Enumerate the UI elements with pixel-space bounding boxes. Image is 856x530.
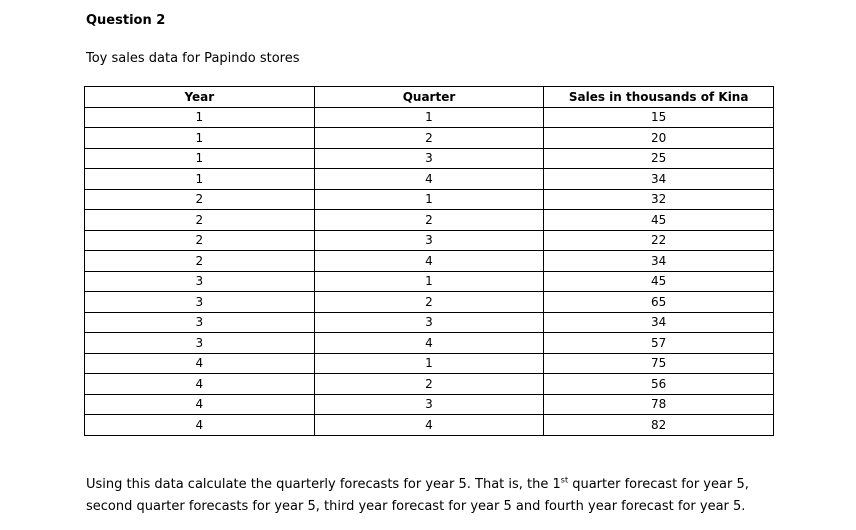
table-header	[85, 87, 774, 108]
cell-sales: 45	[544, 271, 774, 292]
table-row	[85, 107, 774, 128]
cell-year: 2	[85, 251, 315, 272]
instructions-text-3: second quarter forecasts for year 5, third year forecast for year 5 and fourth year forecast for year 5.	[86, 499, 746, 514]
cell-year: 1	[85, 128, 315, 149]
question-title: Question 2	[86, 13, 166, 28]
header-year: Year	[85, 87, 315, 108]
cell-sales: 34	[544, 169, 774, 190]
table-row	[85, 251, 774, 272]
cell-sales: 75	[544, 353, 774, 374]
table-caption: Toy sales data for Papindo stores	[86, 51, 300, 66]
cell-sales: 22	[544, 230, 774, 251]
cell-quarter: 3	[314, 312, 544, 333]
table-row	[85, 333, 774, 354]
cell-quarter: 1	[314, 189, 544, 210]
table-row	[85, 128, 774, 149]
cell-quarter: 3	[314, 394, 544, 415]
sales-table	[84, 86, 774, 436]
cell-year: 4	[85, 415, 315, 436]
cell-year: 2	[85, 210, 315, 231]
cell-quarter: 2	[314, 374, 544, 395]
cell-sales: 20	[544, 128, 774, 149]
instructions-superscript: st	[560, 475, 569, 485]
header-sales: Sales in thousands of Kina	[544, 87, 774, 108]
header-row	[85, 87, 774, 108]
cell-quarter: 3	[314, 230, 544, 251]
cell-quarter: 4	[314, 333, 544, 354]
cell-quarter: 1	[314, 353, 544, 374]
table-row	[85, 312, 774, 333]
cell-sales: 82	[544, 415, 774, 436]
cell-sales: 34	[544, 312, 774, 333]
table-row	[85, 189, 774, 210]
cell-quarter: 2	[314, 210, 544, 231]
cell-sales: 15	[544, 107, 774, 128]
cell-sales: 32	[544, 189, 774, 210]
cell-quarter: 2	[314, 128, 544, 149]
table-row	[85, 210, 774, 231]
cell-quarter: 2	[314, 292, 544, 313]
cell-year: 2	[85, 189, 315, 210]
table-row	[85, 271, 774, 292]
table-row	[85, 353, 774, 374]
cell-year: 2	[85, 230, 315, 251]
instructions-text-1: Using this data calculate the quarterly forecasts for year 5. That is, the 1	[86, 477, 561, 492]
table-row	[85, 415, 774, 436]
cell-quarter: 1	[314, 271, 544, 292]
cell-year: 1	[85, 148, 315, 169]
cell-year: 1	[85, 107, 315, 128]
cell-sales: 45	[544, 210, 774, 231]
cell-sales: 25	[544, 148, 774, 169]
table-row	[85, 394, 774, 415]
cell-sales: 78	[544, 394, 774, 415]
cell-year: 1	[85, 169, 315, 190]
cell-quarter: 4	[314, 251, 544, 272]
cell-year: 3	[85, 292, 315, 313]
cell-year: 3	[85, 271, 315, 292]
cell-quarter: 1	[314, 107, 544, 128]
table-row	[85, 292, 774, 313]
table-row	[85, 374, 774, 395]
table-row	[85, 148, 774, 169]
cell-sales: 57	[544, 333, 774, 354]
instructions-text-2: quarter forecast for year 5,	[568, 477, 749, 492]
table-row	[85, 169, 774, 190]
cell-year: 4	[85, 353, 315, 374]
instructions-paragraph	[86, 474, 786, 518]
cell-year: 4	[85, 394, 315, 415]
cell-sales: 65	[544, 292, 774, 313]
cell-sales: 34	[544, 251, 774, 272]
cell-quarter: 3	[314, 148, 544, 169]
cell-quarter: 4	[314, 169, 544, 190]
cell-year: 3	[85, 312, 315, 333]
header-quarter: Quarter	[314, 87, 544, 108]
cell-sales: 56	[544, 374, 774, 395]
cell-year: 4	[85, 374, 315, 395]
cell-year: 3	[85, 333, 315, 354]
table-row	[85, 230, 774, 251]
cell-quarter: 4	[314, 415, 544, 436]
table-body	[85, 107, 774, 435]
